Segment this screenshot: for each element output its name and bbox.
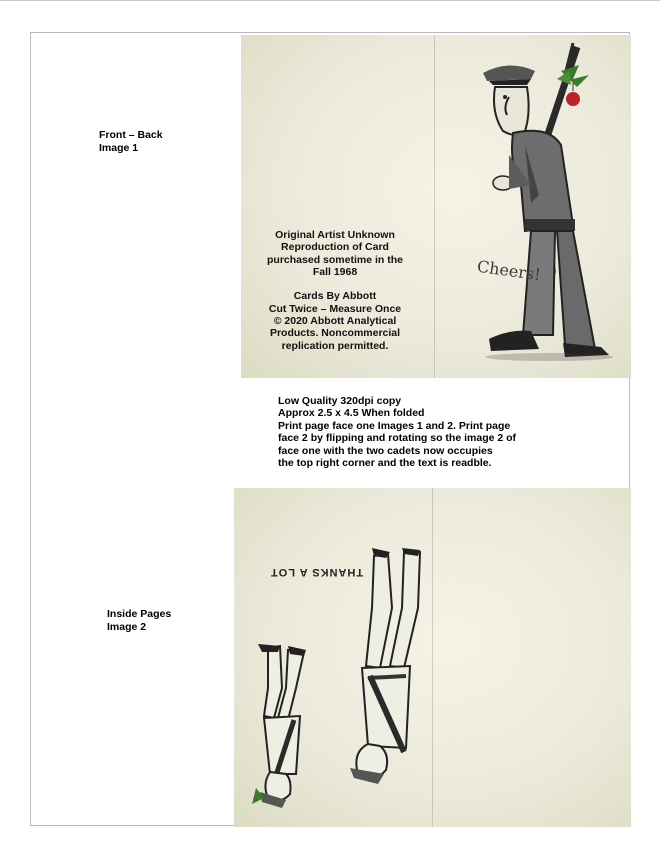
window-top-border (0, 0, 660, 1)
cheers-caption: Cheers! (475, 256, 542, 285)
card-credits-text: Original Artist Unknown Reproduction of Card purchased sometime in the Fall 1968 Cards By Abbott Cut Twice – Measure Once © 2020 Abbott Analytical Products. Noncommercial replication permitted. (267, 229, 403, 352)
two-cadets-illustration (234, 548, 434, 818)
thanks-a-lot-caption: THANKS A LOT (270, 566, 364, 578)
document-page (30, 32, 630, 826)
inside-pages-card-image (234, 488, 631, 827)
cadet-illustration (469, 35, 629, 370)
inside-pages-label: Inside Pages Image 2 (107, 608, 172, 633)
card-fold-line (434, 35, 435, 378)
front-back-label: Front – Back Image 1 (99, 129, 163, 154)
front-back-card-image (241, 35, 631, 378)
printing-instructions: Low Quality 320dpi copy Approx 2.5 x 4.5 When folded Print page face one Images 1 and 2. Print page face 2 by flipping and rotating so the image 2 of face one with the two cadets now occupies the top right corner and the text is readble. (278, 395, 517, 470)
